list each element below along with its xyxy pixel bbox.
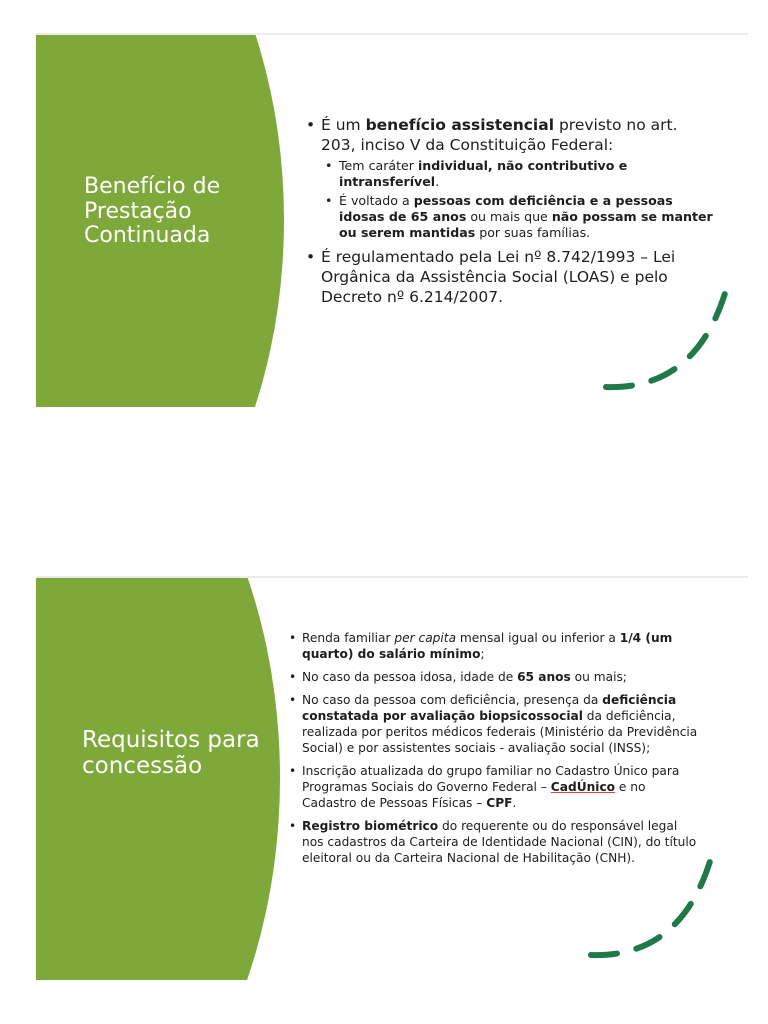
bullet-regulamentado: • É regulamentado pela Lei nº 8.742/1993 – Lei Orgânica da Assistência Social (LOAS) e pelo Decreto nº 6.214/2007. bbox=[306, 247, 716, 307]
slide-content bbox=[288, 630, 698, 873]
slide-bpc bbox=[36, 33, 748, 407]
sub-bullet-voltado: • É voltado a pessoas com deficiência e a pessoas idosas de 65 anos ou mais que não possam se manter ou serem mantidas por suas famílias. bbox=[323, 193, 716, 241]
dashed-arc-decoration bbox=[596, 275, 746, 405]
bullet-deficiencia: • No caso da pessoa com deficiência, presença da deficiência constatada por avaliação biopsicossocial da deficiência, realizada por peritos médicos federais (Ministério da Previdência Social) e por assistentes sociais - avaliação social (INSS); bbox=[288, 692, 698, 756]
bullet-idosa: • No caso da pessoa idosa, idade de 65 anos ou mais; bbox=[288, 669, 698, 685]
sub-bullet-carater: • Tem caráter individual, não contributivo e intransferível. bbox=[323, 158, 716, 190]
slide-title: Benefício de Prestação Continuada bbox=[84, 174, 221, 249]
bullet-renda: • Renda familiar per capita mensal igual ou inferior a 1/4 (um quarto) do salário mínimo; bbox=[288, 630, 698, 662]
dashed-arc-decoration bbox=[581, 843, 731, 973]
sub-bullet-list bbox=[321, 158, 716, 241]
slide-requisitos bbox=[36, 576, 748, 980]
bullet-biometria: • Registro biométrico do requerente ou do responsável legal nos cadastros da Carteira de Identidade Nacional (CIN), do título eleitoral ou da Carteira Nacional de Habilitação (CNH). bbox=[288, 818, 698, 866]
slide-title: Requisitos para concessão bbox=[82, 727, 260, 779]
bullet-cadastro-unico: • Inscrição atualizada do grupo familiar no Cadastro Único para Programas Sociais do Governo Federal – CadÚnico e no Cadastro de Pessoas Físicas – CPF. bbox=[288, 763, 698, 811]
bullet-beneficio-assistencial: • É um benefício assistencial previsto no art. 203, inciso V da Constituição Federal: • Tem caráter individual, não contributivo e intransferível. • É voltado a pessoas com deficiência e a pessoas idosas de 65 anos ou mais que não possam se manter ou serem mantidas por suas famílias. bbox=[306, 115, 716, 241]
